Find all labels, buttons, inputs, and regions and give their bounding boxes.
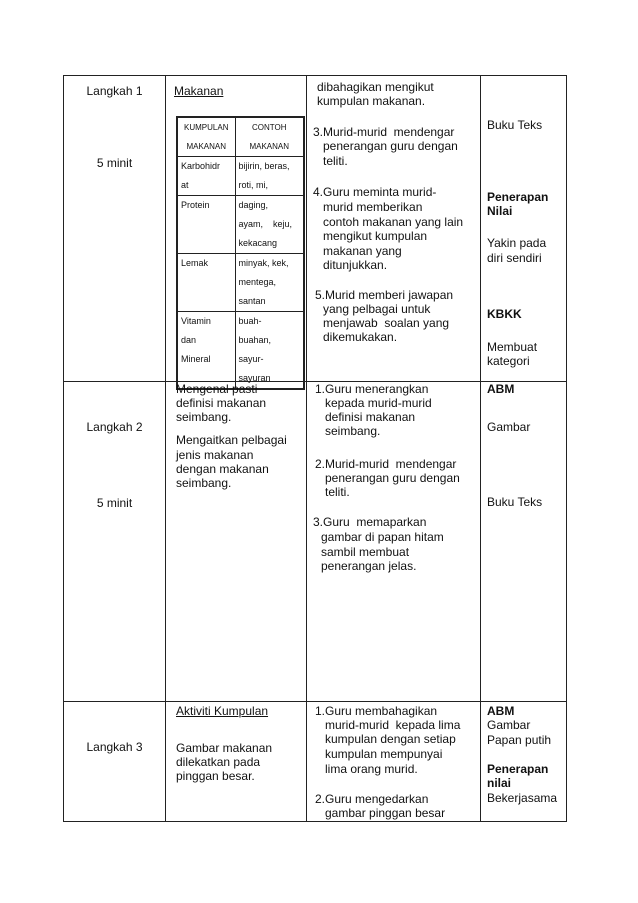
activity-line: teliti. (325, 485, 350, 499)
resource-item: KBKK (487, 307, 522, 321)
activity-line: 1.Guru menerangkan (315, 382, 429, 396)
header-text: MAKANAN (249, 142, 290, 151)
activity-line: makanan yang (323, 244, 402, 258)
activity-line: murid-murid kepada lima (325, 718, 461, 732)
activity-line: yang pelbagai untuk (323, 302, 431, 316)
food-group (177, 157, 235, 196)
activity-line: ditunjukkan. (323, 258, 388, 272)
resource-item: Papan putih (487, 733, 552, 747)
cell-text: at (181, 180, 189, 190)
step-label: Langkah 1 (86, 84, 143, 98)
table-row-langkah-3 (64, 702, 567, 822)
step-cell (64, 382, 166, 702)
content-line: dilekatkan pada (176, 755, 261, 769)
activity-line: 2.Guru mengedarkan (315, 792, 429, 806)
cell-text: mentega, (238, 277, 277, 287)
activity-line: seimbang. (325, 424, 381, 438)
content-line: dengan makanan (176, 462, 269, 476)
resource-item: nilai (487, 776, 512, 790)
food-group (177, 254, 235, 312)
content-line: seimbang. (176, 410, 232, 424)
food-group-table (176, 116, 305, 390)
activity-line: penerangan jelas. (321, 559, 417, 573)
resource-item: Penerapan (487, 762, 549, 776)
resource-item: diri sendiri (487, 251, 542, 265)
step-label: Langkah 2 (86, 420, 143, 434)
activity-line: dibahagikan mengikut (317, 80, 434, 94)
cell-text: Protein (181, 200, 210, 210)
activity-cell (307, 702, 481, 822)
content-cell (166, 702, 307, 822)
activity-line: contoh makanan yang lain (323, 215, 464, 229)
activity-line: menjawab soalan yang (323, 316, 450, 330)
activity-line: penerangan guru dengan (323, 139, 458, 153)
activity-line: gambar pinggan besar (325, 806, 446, 820)
resource-item: Gambar (487, 718, 531, 732)
content-line: seimbang. (176, 476, 232, 490)
food-table-row (177, 157, 304, 196)
resource-item: Nilai (487, 204, 513, 218)
content-line: Mengenal pasti (176, 382, 258, 396)
step-label: Langkah 3 (86, 740, 143, 754)
table-row-langkah-1 (64, 76, 567, 382)
cell-text: Mineral (181, 354, 211, 364)
activity-line: teliti. (323, 154, 348, 168)
content-line: jenis makanan (176, 448, 254, 462)
cell-text: santan (238, 296, 266, 306)
content-line: Mengaitkan pelbagai (176, 433, 287, 447)
header-text: CONTOH (251, 123, 287, 132)
table-row-langkah-2 (64, 382, 567, 702)
food-example (235, 254, 304, 312)
cell-text: ayam, keju, (238, 219, 293, 229)
cell-text: Vitamin (181, 316, 211, 326)
content-line: Gambar makanan (176, 741, 273, 755)
activity-line: gambar di papan hitam (321, 530, 444, 544)
header-example (235, 117, 304, 157)
step-cell (64, 76, 166, 382)
lesson-plan-table (63, 75, 567, 822)
content-cell (166, 382, 307, 702)
cell-text: kekacang (238, 238, 278, 248)
activity-line: 1.Guru membahagikan (315, 704, 438, 718)
header-group (177, 117, 235, 157)
food-table-header (177, 117, 304, 157)
resource-cell (481, 76, 567, 382)
step-time: 5 minit (96, 156, 133, 170)
resource-item: Membuat (487, 340, 538, 354)
cell-text: sayur- (238, 354, 264, 364)
food-example (235, 312, 304, 390)
cell-text: bijirin, beras, (238, 161, 290, 171)
resource-item: Gambar (487, 420, 531, 434)
resource-item: Buku Teks (487, 118, 543, 132)
food-table-row (177, 312, 304, 390)
activity-line: mengikut kumpulan (323, 229, 428, 243)
resource-item: Buku Teks (487, 495, 543, 509)
activity-line: kepada murid-murid (325, 396, 432, 410)
content-line: pinggan besar. (176, 769, 255, 783)
activity-line: 3.Murid-murid mendengar (313, 125, 455, 139)
resource-item: Penerapan (487, 190, 549, 204)
food-group (177, 312, 235, 390)
food-example (235, 157, 304, 196)
activity-line: definisi makanan (325, 410, 416, 424)
activity-line: murid memberikan (323, 200, 423, 214)
step-time: 5 minit (96, 496, 133, 510)
activity-cell (307, 76, 481, 382)
resource-cell (481, 382, 567, 702)
cell-text: roti, mi, (238, 180, 269, 190)
cell-text: daging, (238, 200, 269, 210)
resource-cell (481, 702, 567, 822)
resource-item: Bekerjasama (487, 791, 558, 805)
activity-line: lima orang murid. (325, 762, 418, 776)
cell-text: Lemak (181, 258, 209, 268)
cell-text: Karbohidr (181, 161, 221, 171)
activity-line: dikemukakan. (323, 330, 398, 344)
activity-line: kumpulan mempunyai (325, 747, 443, 761)
header-text: MAKANAN (186, 142, 227, 151)
content-cell (166, 76, 307, 382)
cell-text: buah- (238, 316, 262, 326)
step-cell (64, 702, 166, 822)
food-table-row (177, 196, 304, 254)
cell-text: dan (181, 335, 197, 345)
activity-line: 4.Guru meminta murid- (313, 185, 437, 199)
resource-item: ABM (487, 704, 515, 718)
header-text: KUMPULAN (184, 123, 229, 132)
activity-line: penerangan guru dengan (325, 471, 460, 485)
resource-item: kategori (487, 354, 530, 368)
cell-text: minyak, kek, (238, 258, 289, 268)
food-group (177, 196, 235, 254)
activity-line: 3.Guru memaparkan (313, 515, 427, 529)
activity-line: sambil membuat (321, 545, 410, 559)
activity-line: 2.Murid-murid mendengar (315, 457, 457, 471)
activity-line: kumpulan makanan. (317, 94, 426, 108)
content-title: Aktiviti Kumpulan (176, 704, 269, 718)
cell-text: sayuran (238, 373, 271, 383)
activity-line: kumpulan dengan setiap (325, 732, 456, 746)
resource-item: Yakin pada (487, 236, 547, 250)
activity-cell (307, 382, 481, 702)
content-title: Makanan (174, 84, 224, 98)
resource-item: ABM (487, 382, 515, 396)
cell-text: buahan, (238, 335, 272, 345)
content-line: definisi makanan (176, 396, 267, 410)
food-table-row (177, 254, 304, 312)
food-example (235, 196, 304, 254)
activity-line: 5.Murid memberi jawapan (315, 288, 454, 302)
